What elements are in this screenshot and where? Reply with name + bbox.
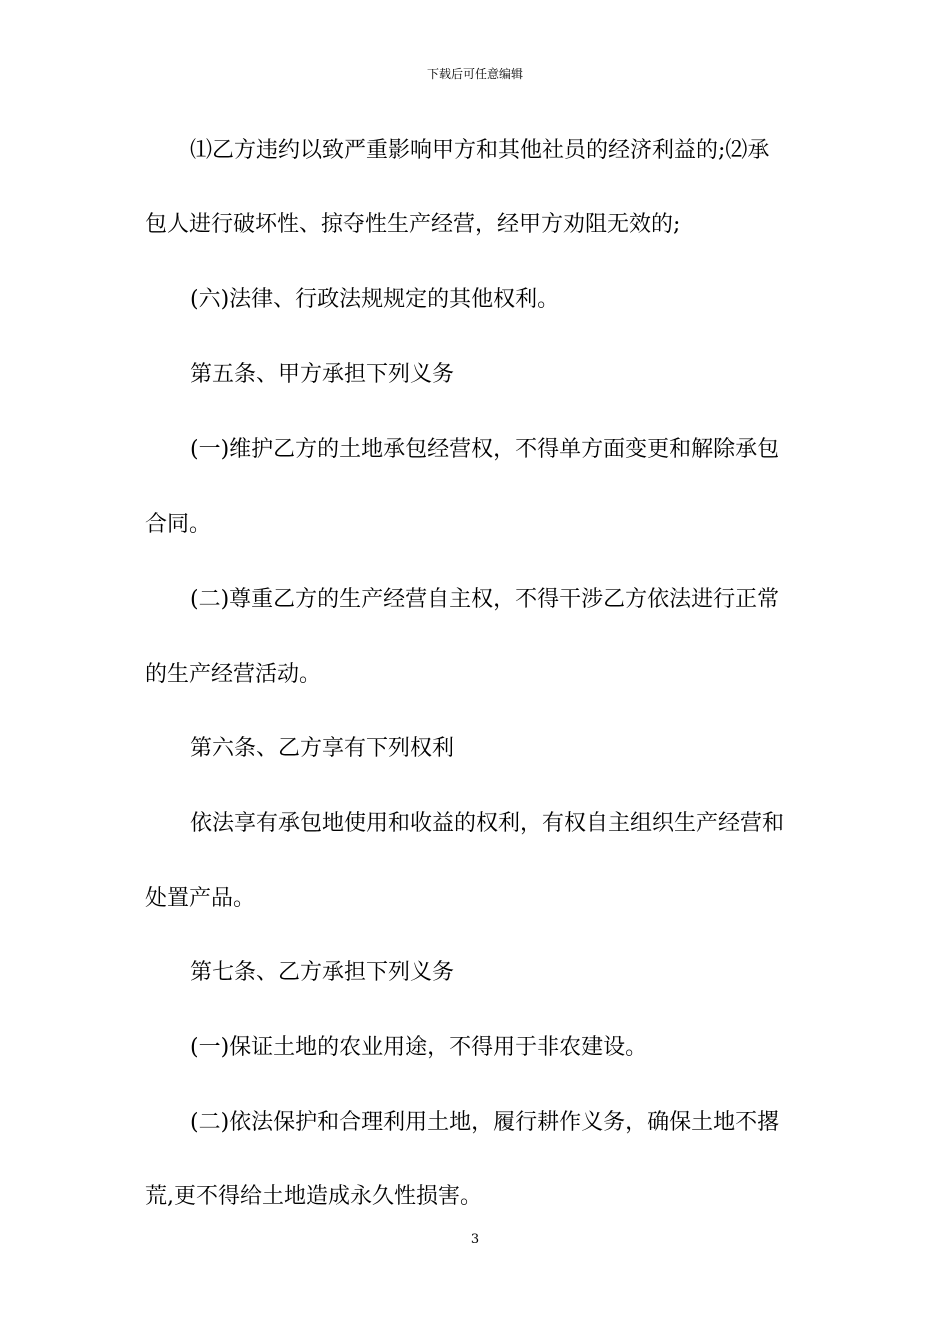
body-text-line: (一)保证土地的农业用途，不得用于非农建设。 (190, 1035, 648, 1060)
page-number: 3 (470, 1232, 480, 1247)
body-text-line: (二)依法保护和合理利用土地，履行耕作义务，确保土地不撂 (190, 1110, 780, 1135)
body-text-line: 依法享有承包地使用和收益的权利，有权自主组织生产经营和 (190, 811, 785, 836)
body-text-line: 包人进行破坏性、掠夺性生产经营，经甲方劝阻无效的; (145, 212, 681, 237)
body-text-line: ⑴乙方违约以致严重影响甲方和其他社员的经济利益的;⑵承 (190, 138, 770, 163)
body-text-line: 合同。 (145, 512, 212, 537)
article-heading: 第五条、甲方承担下列义务 (190, 362, 455, 387)
body-text-line: (一)维护乙方的土地承包经营权，不得单方面变更和解除承包 (190, 437, 780, 462)
article-heading: 第六条、乙方享有下列权利 (190, 736, 455, 761)
body-text-line: 荒,更不得给土地造成永久性损害。 (145, 1184, 482, 1209)
body-text-line: 处置产品。 (145, 886, 256, 911)
article-heading: 第七条、乙方承担下列义务 (190, 960, 455, 985)
body-text-line: 的生产经营活动。 (145, 662, 322, 687)
body-text-line: (六)法律、行政法规规定的其他权利。 (190, 287, 560, 312)
body-text-line: (二)尊重乙方的生产经营自主权，不得干涉乙方依法进行正常 (190, 587, 780, 612)
page-header: 下载后可任意编辑 (426, 67, 523, 81)
